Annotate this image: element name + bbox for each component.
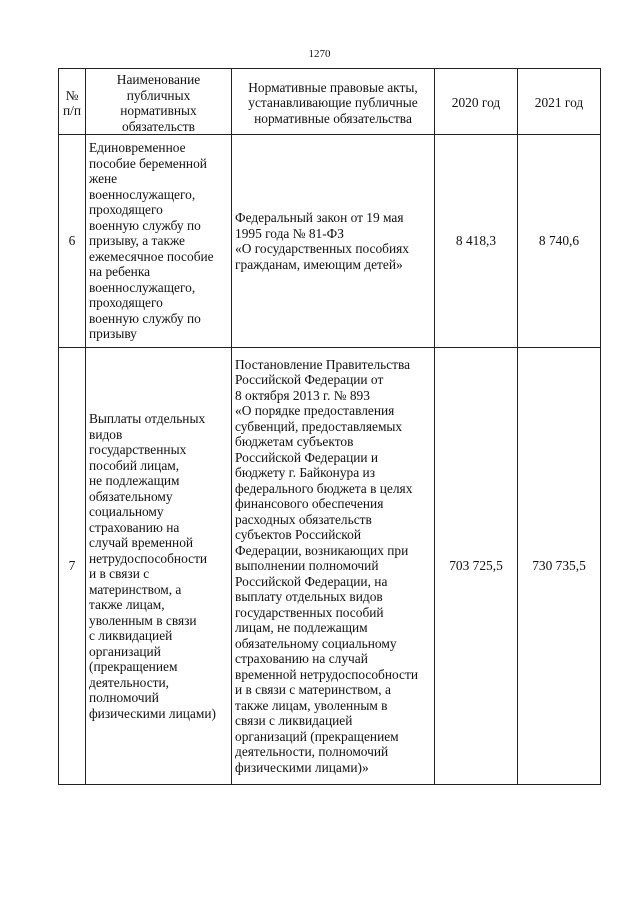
header-2021: 2021 год [518, 69, 601, 135]
obligation-name: Выплаты отдельных видов государственных пособий лицам, не подлежащим обязательному социальному страхованию на случай временной нетрудоспособности и в связи с материнством, а также лицам, уволенным в связи с ликвидацией организаций (прекращением деятельности, полномочий физическими лицами) [86, 348, 232, 785]
amount-2021: 8 740,6 [518, 135, 601, 348]
amount-2020: 703 725,5 [435, 348, 518, 785]
header-num: № п/п [59, 69, 86, 135]
table-row [59, 348, 601, 785]
table-header-row [59, 69, 601, 135]
legal-act: Постановление Правительства Российской Федерации от 8 октября 2013 г. № 893 «О порядке предоставления субвенций, предоставляемых бюджетам субъектов Российской Федерации и бюджету г. Байконура из федерального бюджета в целях финансового обеспечения расходных обязательств субъектов Российской Федерации, возникающих при выполнении полномочий Российской Федерации, на выплату отдельных видов государственных пособий лицам, не подлежащим обязательному социальному страхованию на случай временной нетрудоспособности и в связи с материнством, а также лицам, уволенным в связи с ликвидацией организаций (прекращением деятельности, полномочий физическими лицами)» [232, 348, 435, 785]
obligation-name: Единовременное пособие беременной жене военнослужащего, проходящего военную службу по призыву, а также ежемесячное пособие на ребенка военнослужащего, проходящего военную службу по призыву [86, 135, 232, 348]
legal-act: Федеральный закон от 19 мая 1995 года № 81-ФЗ «О государственных пособиях гражданам, имеющим детей» [232, 135, 435, 348]
obligations-table [58, 68, 601, 785]
header-name: Наименование публичных нормативных обязательств [86, 69, 232, 135]
table-row [59, 135, 601, 348]
amount-2020: 8 418,3 [435, 135, 518, 348]
header-acts: Нормативные правовые акты, устанавливающие публичные нормативные обязательства [232, 69, 435, 135]
header-2020: 2020 год [435, 69, 518, 135]
row-number: 6 [59, 135, 86, 348]
amount-2021: 730 735,5 [518, 348, 601, 785]
page-number: 1270 [308, 48, 331, 60]
row-number: 7 [59, 348, 86, 785]
